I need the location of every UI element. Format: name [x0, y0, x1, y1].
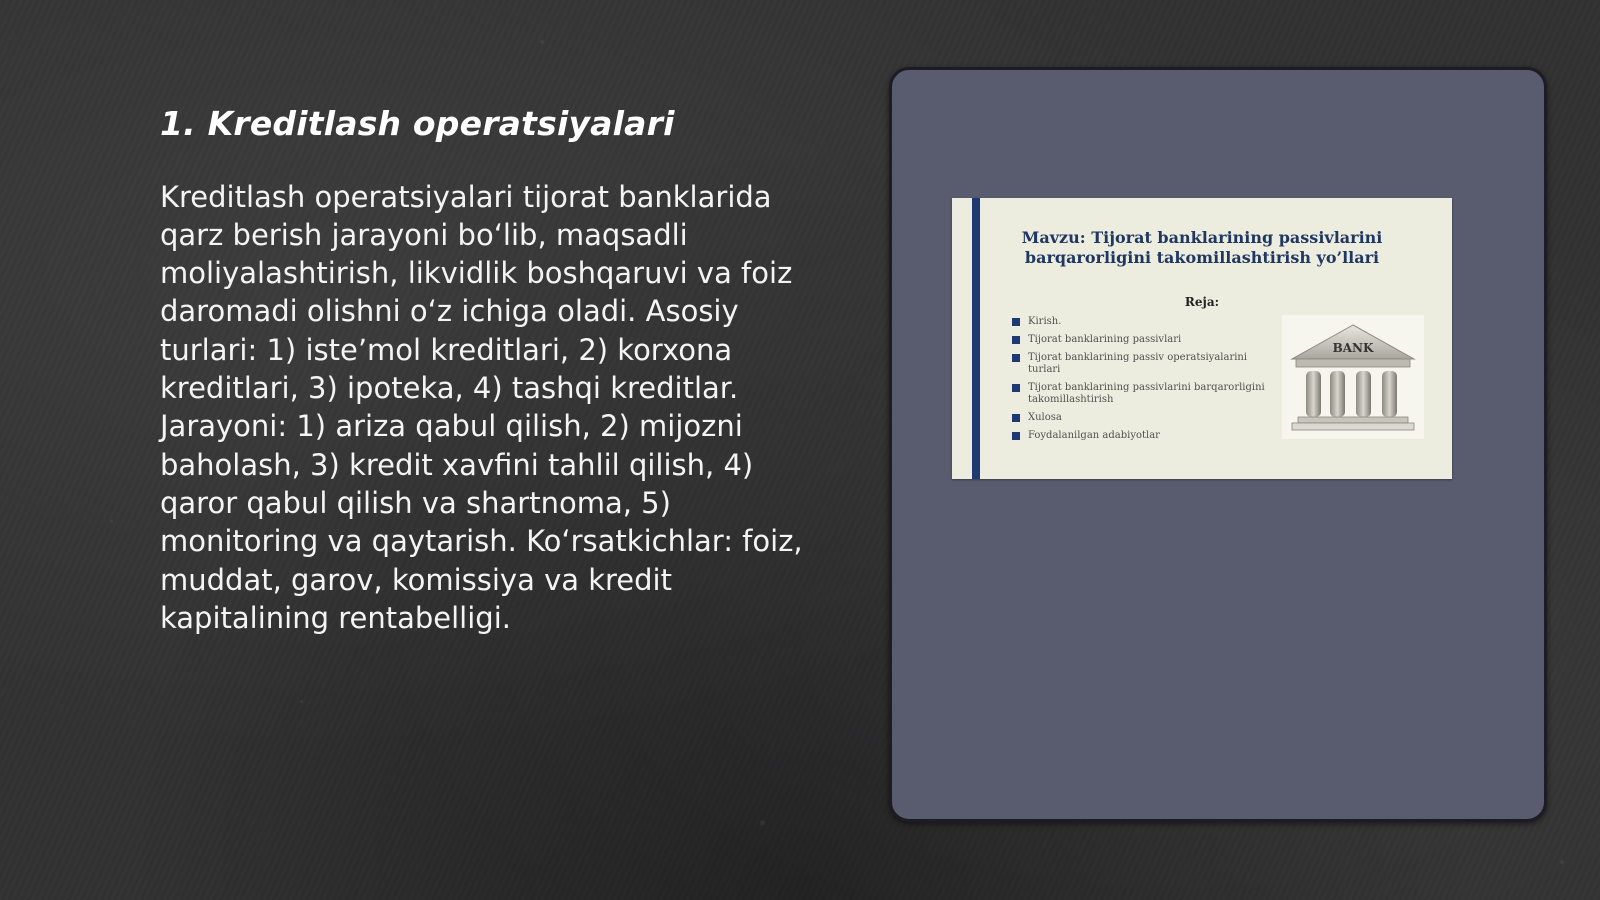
- document-accent-stripe: [972, 198, 980, 479]
- document-plan-list: [1012, 316, 1274, 448]
- bank-building-icon: [1282, 315, 1424, 439]
- list-item-label: Tijorat banklarining passiv operatsiyalarini turlari: [1028, 352, 1248, 375]
- list-item: [1012, 412, 1274, 424]
- bank-building-graphic: [1282, 315, 1424, 439]
- document-plan-label: Reja:: [1184, 295, 1220, 309]
- square-bullet-icon: [1012, 336, 1020, 344]
- list-item: [1012, 334, 1274, 346]
- document-preview-image: [952, 198, 1452, 479]
- list-item-label: Tijorat banklarining passivlari: [1028, 334, 1182, 345]
- list-item: [1012, 430, 1274, 442]
- document-title-line-1: Mavzu: Tijorat banklarining passivlarini: [1021, 228, 1383, 247]
- image-panel: [889, 67, 1547, 822]
- list-item-label: Foydalanilgan adabiyotlar: [1028, 430, 1160, 441]
- slide-heading: 1. Kreditlash operatsiyalari: [160, 104, 675, 143]
- bank-sign-text: BANK: [1332, 341, 1374, 355]
- list-item-label: Xulosa: [1028, 412, 1062, 423]
- slide-body-text: Kreditlash operatsiyalari tijorat banklarida qarz berish jarayoni bo‘lib, maqsadli moliyalashtirish, likvidlik boshqaruvi va foiz daromadi olishni o‘z ichiga oladi. Asosiy turlari: 1) iste’mol kreditlari, 2) korxona kreditlari, 3) ipoteka, 4) tashqi kreditlar. Jarayoni: 1) ariza qabul qilish, 2) mijozni baholash, 3) kredit xavfini tahlil qilish, 4) qaror qabul qilish va shartnoma, 5) monitoring va qaytarish. Ko‘rsatkichlar: foiz, muddat, garov, komissiya va kredit kapitalining rentabelligi.: [160, 179, 803, 635]
- list-item-label: Tijorat banklarining passivlarini barqarorligini takomillashtirish: [1028, 382, 1265, 405]
- square-bullet-icon: [1012, 318, 1020, 326]
- list-item-label: Kirish.: [1028, 316, 1062, 327]
- square-bullet-icon: [1012, 354, 1020, 362]
- square-bullet-icon: [1012, 384, 1020, 392]
- document-title-line-2: barqarorligini takomillashtirish yo’llari: [1024, 248, 1380, 267]
- square-bullet-icon: [1012, 414, 1020, 422]
- document-title: [992, 228, 1412, 268]
- list-item: [1012, 352, 1274, 376]
- list-item: [1012, 382, 1274, 406]
- square-bullet-icon: [1012, 432, 1020, 440]
- list-item: [1012, 316, 1274, 328]
- text-column: [160, 104, 820, 637]
